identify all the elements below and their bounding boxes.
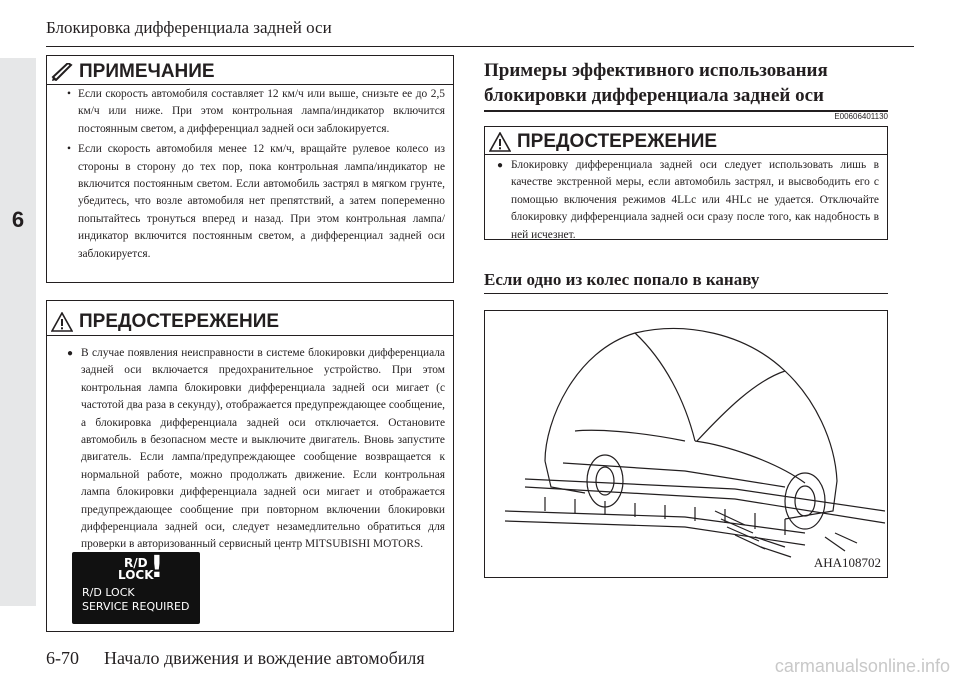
rd-lock-indicator xyxy=(118,557,154,581)
bullet-dot: ● xyxy=(497,160,504,171)
pencil-icon xyxy=(51,63,73,81)
bullet-mark: • xyxy=(67,143,71,156)
footer-title: Начало движения и вождение автомобиля xyxy=(104,648,425,668)
rd-message-line2: SERVICE REQUIRED xyxy=(82,600,190,613)
caution-item-text: В случае появления неисправности в системе блокировки дифференциала задней оси включается предохранительное устройство. При этом контрольная лампа блокировки дифференциала задней оси мигает (с частотой два раза в секунду), отображается предупреждающее сообщение, а блокировка дифференциала задней оси отключается. Остановите автомобиль в безопасном месте и выключите двигатель. Вновь запустите двигатель. Если лампа/предупреждающее сообщение возвращается к нормальной работе, можно продолжать движение. Если контрольная лампа блокировки дифференциала задней оси мигает и отображается предупреждающее сообщение при повторном включении блокировки дифференциала задней оси, следует незамедлительно обратиться для проверки в авторизованный сервисный центр MITSUBISHI MOTORS. xyxy=(81,347,445,551)
caution-heading-rule xyxy=(485,154,887,155)
caution-heading-label: ПРЕДОСТЕРЕЖЕНИЕ xyxy=(79,311,280,332)
caution-item-text: Блокировку дифференциала задней оси следует использовать лишь в качестве экстренной меры, если автомобиль застрял, и высвободить его с помощью включения режимов 4LLc или 4HLc не удается. Отключайте блокировку дифференциала задней оси сразу после того, как надобность в ней исчезнет. xyxy=(511,159,879,241)
caution-body-left xyxy=(67,345,445,557)
page-number: 6-70 xyxy=(46,648,79,668)
note-item xyxy=(67,141,445,263)
vehicle-in-ditch-drawing xyxy=(485,311,887,577)
caution-box-right xyxy=(484,126,888,240)
warning-triangle-icon xyxy=(51,312,73,332)
caution-item xyxy=(497,157,879,244)
chapter-tab: 6 xyxy=(0,200,36,240)
caution-heading-left xyxy=(47,301,453,336)
exclamation-icon: ! xyxy=(150,550,164,585)
rd-message-line1: R/D LOCK xyxy=(82,586,135,599)
vehicle-in-ditch-illustration xyxy=(484,310,888,578)
note-item-text: Если скорость автомобиля менее 12 км/ч, вращайте рулевое колесо из стороны в сторону до тех пор, пока контрольная лампа/индикатор не включится постоянным светом. Если автомобиль застрял в мягком грунте, убедитесь, что возле автомобиля нет препятствий, а затем попеременно попытайтесь тронуться вперед и назад. При этом контрольная лампа/индикатор включится постоянным светом, а дифференциал задней оси заблокируется. xyxy=(78,143,445,260)
subsection-heading: Если одно из колес попало в канаву xyxy=(484,270,760,289)
warning-triangle-icon xyxy=(489,132,511,152)
note-item xyxy=(67,86,445,138)
rd-lock-display xyxy=(72,552,200,624)
rd-top-line1: R/D xyxy=(123,556,148,570)
caution-heading-label: ПРЕДОСТЕРЕЖЕНИЕ xyxy=(517,131,718,152)
caution-heading-right xyxy=(485,127,887,154)
header-rule xyxy=(46,46,914,47)
section-code: E00606401130 xyxy=(834,112,888,121)
subsection-rule xyxy=(484,293,888,294)
side-strip xyxy=(0,58,36,606)
section-heading: Примеры эффективного использования блокировки дифференциала задней оси xyxy=(484,60,828,106)
caution-heading-rule xyxy=(47,335,453,336)
bullet-mark: • xyxy=(67,88,71,100)
note-box xyxy=(46,55,454,283)
caution-item xyxy=(67,345,445,554)
illustration-code: AHA108702 xyxy=(813,555,881,570)
page-header-title: Блокировка дифференциала задней оси xyxy=(46,18,332,37)
note-heading-rule xyxy=(47,84,453,85)
section-heading-rule xyxy=(484,110,888,112)
note-heading xyxy=(47,56,453,84)
rd-top-line2: LOCK xyxy=(118,568,154,582)
note-item-text: Если скорость автомобиля составляет 12 км/ч или выше, снизьте ее до 2,5 км/ч или ниже. При этом контрольная лампа/индикатор включится постоянным светом, а дифференциал задней оси заблокируется. xyxy=(78,88,445,135)
caution-body-right xyxy=(497,157,879,247)
watermark: carmanualsonline.info xyxy=(774,656,950,676)
note-body xyxy=(67,86,445,266)
note-heading-label: ПРИМЕЧАНИЕ xyxy=(79,61,215,82)
bullet-dot: ● xyxy=(67,348,74,359)
